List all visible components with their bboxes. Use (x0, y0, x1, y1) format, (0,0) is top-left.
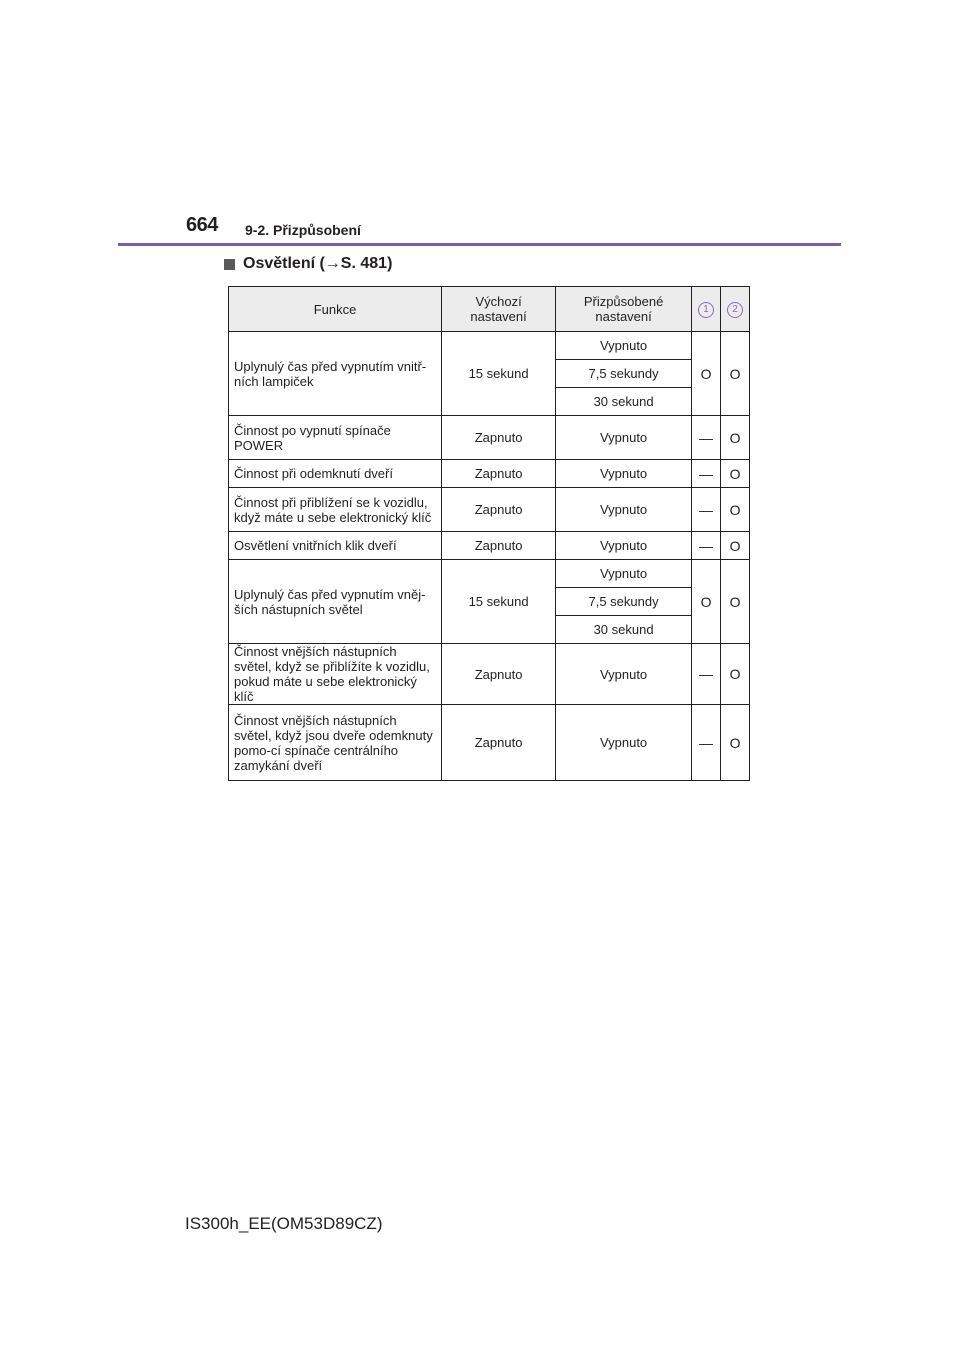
default-cell: Zapnuto (442, 416, 556, 460)
table-row (229, 460, 750, 488)
page-number: 664 (186, 214, 218, 236)
mark-cell-2: O (721, 416, 750, 460)
table-row (229, 705, 750, 781)
table-row (229, 560, 750, 588)
mark-cell-1: — (692, 460, 721, 488)
mark-cell-2: O (721, 532, 750, 560)
column-header-2 (721, 287, 750, 332)
custom-cell: 30 sekund (556, 616, 692, 644)
mark-cell-1: — (692, 488, 721, 532)
custom-cell: 7,5 sekundy (556, 360, 692, 388)
function-cell: Činnost při odemknutí dveří (229, 460, 442, 488)
default-cell: Zapnuto (442, 644, 556, 705)
table-header-row (229, 287, 750, 332)
mark-cell-1: — (692, 416, 721, 460)
custom-cell: Vypnuto (556, 705, 692, 781)
default-cell: Zapnuto (442, 705, 556, 781)
mark-cell-2: O (721, 460, 750, 488)
table-row (229, 332, 750, 360)
default-cell: 15 sekund (442, 332, 556, 416)
custom-cell: Vypnuto (556, 416, 692, 460)
custom-cell: Vypnuto (556, 532, 692, 560)
custom-cell: Vypnuto (556, 488, 692, 532)
mark-cell-2: O (721, 644, 750, 705)
mark-cell-2: O (721, 705, 750, 781)
function-cell: Uplynulý čas před vypnutím vněj-ších nástupních světel (229, 560, 442, 644)
subsection-heading (224, 255, 392, 273)
square-bullet-icon (224, 259, 235, 270)
function-cell: Osvětlení vnitřních klik dveří (229, 532, 442, 560)
function-cell: Činnost při přiblížení se k vozidlu, když máte u sebe elektronický klíč (229, 488, 442, 532)
column-header-custom: Přizpůsobené nastavení (556, 287, 692, 332)
custom-cell: Vypnuto (556, 644, 692, 705)
function-cell: Uplynulý čas před vypnutím vnitř-ních lampiček (229, 332, 442, 416)
default-cell: Zapnuto (442, 488, 556, 532)
custom-cell: Vypnuto (556, 460, 692, 488)
mark-cell-1: — (692, 644, 721, 705)
settings-table (228, 286, 750, 781)
subsection-title: Osvětlení (→S. 481) (243, 255, 393, 272)
default-cell: Zapnuto (442, 460, 556, 488)
mark-cell-1: O (692, 332, 721, 416)
section-title: 9-2. Přizpůsobení (245, 222, 361, 238)
custom-cell: 30 sekund (556, 388, 692, 416)
default-cell: Zapnuto (442, 532, 556, 560)
custom-cell: 7,5 sekundy (556, 588, 692, 616)
mark-cell-1: O (692, 560, 721, 644)
column-header-function: Funkce (229, 287, 442, 332)
mark-cell-1: — (692, 532, 721, 560)
function-cell: Činnost po vypnutí spínače POWER (229, 416, 442, 460)
function-cell: Činnost vnějších nástupních světel, když se přiblížíte k vozidlu, pokud máte u sebe elektronický klíč (229, 644, 442, 705)
function-cell: Činnost vnějších nástupních světel, když jsou dveře odemknuty pomo-cí spínače centrálního zamykání dveří (229, 705, 442, 781)
custom-cell: Vypnuto (556, 332, 692, 360)
header-divider (118, 243, 841, 246)
table-row (229, 644, 750, 705)
mark-cell-2: O (721, 560, 750, 644)
mark-cell-2: O (721, 332, 750, 416)
table-row (229, 416, 750, 460)
default-cell: 15 sekund (442, 560, 556, 644)
column-header-default: Výchozí nastavení (442, 287, 556, 332)
circle-number-1-icon: 1 (698, 302, 714, 318)
table-row (229, 488, 750, 532)
mark-cell-2: O (721, 488, 750, 532)
document-code: IS300h_EE(OM53D89CZ) (185, 1214, 383, 1233)
circle-number-2-icon: 2 (727, 302, 743, 318)
custom-cell: Vypnuto (556, 560, 692, 588)
table-row (229, 532, 750, 560)
mark-cell-1: — (692, 705, 721, 781)
column-header-1 (692, 287, 721, 332)
